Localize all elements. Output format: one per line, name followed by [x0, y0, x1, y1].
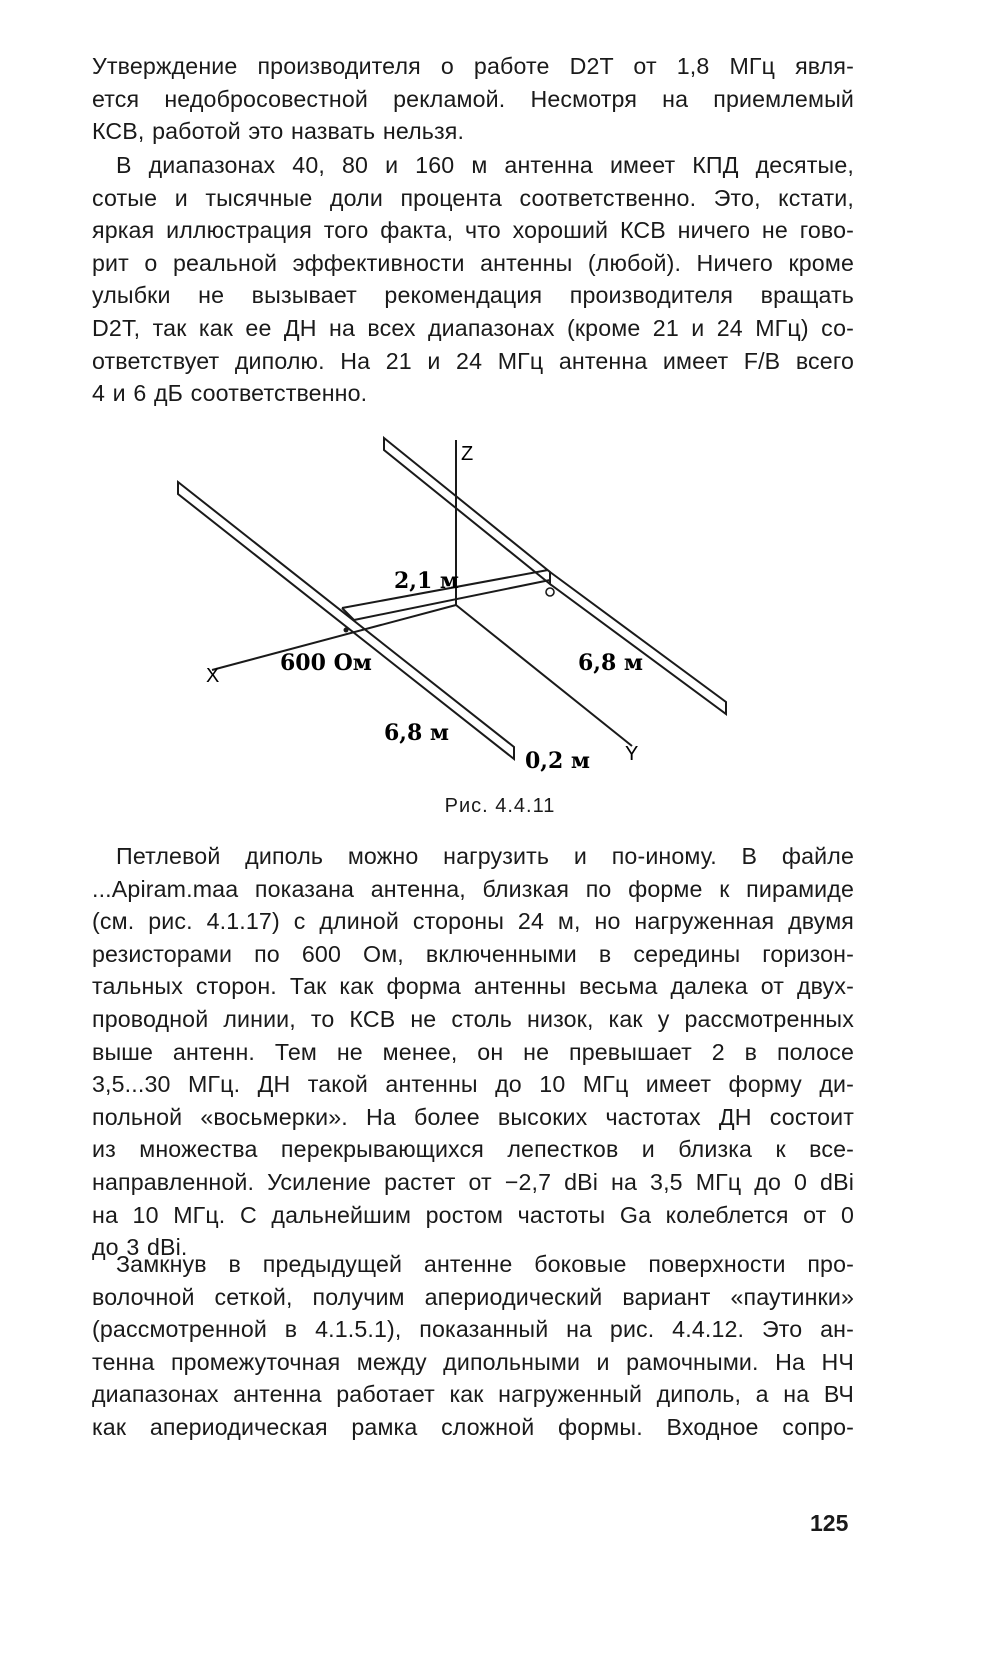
text-line: яркая иллюстрация того факта, что хороший КСВ ничего не гово- — [92, 217, 854, 244]
text-line: 4 и 6 дБ соответственно. — [92, 380, 368, 407]
text-line: на 10 МГц. С дальнейшим ростом частоты Ga колеблется от 0 — [92, 1201, 854, 1228]
text-line: сотые и тысячные доли процента соответственно. Это, кстати, — [92, 184, 854, 211]
text-line: направленной. Усиление растет от −2,7 dBi на 3,5 МГц до 0 dBi — [92, 1168, 854, 1195]
text-line: до 3 dBi. — [92, 1234, 188, 1261]
text-line: польной «восьмерки». На более высоких частотах ДН состоит — [92, 1103, 854, 1130]
text-line: улыбки не вызывает рекомендация производителя вращать — [92, 282, 854, 309]
z-axis-label: Z — [461, 443, 474, 465]
figure-caption: Рис. 4.4.11 — [444, 795, 556, 817]
x-axis-label: X — [206, 665, 220, 687]
text-line: волочной сеткой, получим апериодический вариант «паутинки» — [92, 1283, 854, 1310]
text-line: ...Apiram.maa показана антенна, близкая по форме к пирамиде — [92, 875, 854, 902]
resistor-marker — [546, 588, 554, 596]
text-line: из множества перекрывающихся лепестков и близка к все- — [92, 1136, 854, 1163]
paragraph-3 — [92, 840, 854, 1264]
length-front-label: 6,8 м — [384, 720, 450, 746]
text-line: резисторами по 600 Ом, включенными в середины горизон- — [92, 940, 854, 967]
text-line: рит о реальной эффективности антенны (любой). Ничего кроме — [92, 249, 854, 276]
front-conductor — [178, 482, 514, 759]
text-line: диапазонах антенна работает как нагруженный диполь, а на ВЧ — [92, 1381, 854, 1408]
width-label: 2,1 м — [394, 568, 460, 594]
resistor-label: 600 Ом — [280, 650, 372, 676]
paragraph-4 — [92, 1248, 854, 1444]
text-line: КСВ, работой это назвать нельзя. — [92, 118, 465, 145]
text-line: тальных сторон. Так как форма антенны весьма далека от двух- — [92, 973, 854, 1000]
paragraph-1 — [92, 50, 854, 148]
text-line: 3,5...30 МГц. ДН такой антенны до 10 МГц имеет форму ди- — [92, 1071, 854, 1098]
text-line: В диапазонах 40, 80 и 160 м антенна имеет КПД десятые, — [116, 152, 854, 178]
text-line: выше антенн. Тем не менее, он не превышает 2 в полосе — [92, 1038, 854, 1065]
y-axis-label: Y — [625, 743, 639, 765]
text-line: ется недобросовестной рекламой. Несмотря на приемлемый — [92, 85, 854, 112]
text-line: D2T, так как ее ДН на всех диапазонах (кроме 21 и 24 МГц) со- — [92, 314, 854, 341]
antenna-diagram — [170, 430, 770, 790]
height-label: 0,2 м — [525, 748, 591, 774]
length-right-label: 6,8 м — [578, 650, 644, 676]
text-line: (см. рис. 4.1.17) с длиной стороны 24 м, но нагруженная двумя — [92, 908, 854, 935]
text-line: проводной линии, то КСВ не столь низок, как у рассмотренных — [92, 1005, 854, 1032]
text-line: как апериодическая рамка сложной формы. Входное сопро- — [92, 1413, 854, 1440]
right-conductor — [550, 572, 726, 714]
text-line: тенна промежуточная между дипольными и рамочными. На НЧ — [92, 1348, 854, 1375]
text-line: Утверждение производителя о работе D2T от 1,8 МГц явля- — [92, 53, 854, 79]
page-number: 125 — [810, 1510, 849, 1536]
paragraph-2 — [92, 149, 854, 410]
text-line: Замкнув в предыдущей антенне боковые поверхности про- — [116, 1251, 854, 1277]
text-line: (рассмотренной в 4.1.5.1), показанный на рис. 4.4.12. Это ан- — [92, 1316, 854, 1343]
text-line: Петлевой диполь можно нагрузить и по-иному. В файле — [116, 843, 854, 869]
text-line: ответствует диполю. На 21 и 24 МГц антенна имеет F/B всего — [92, 347, 854, 374]
